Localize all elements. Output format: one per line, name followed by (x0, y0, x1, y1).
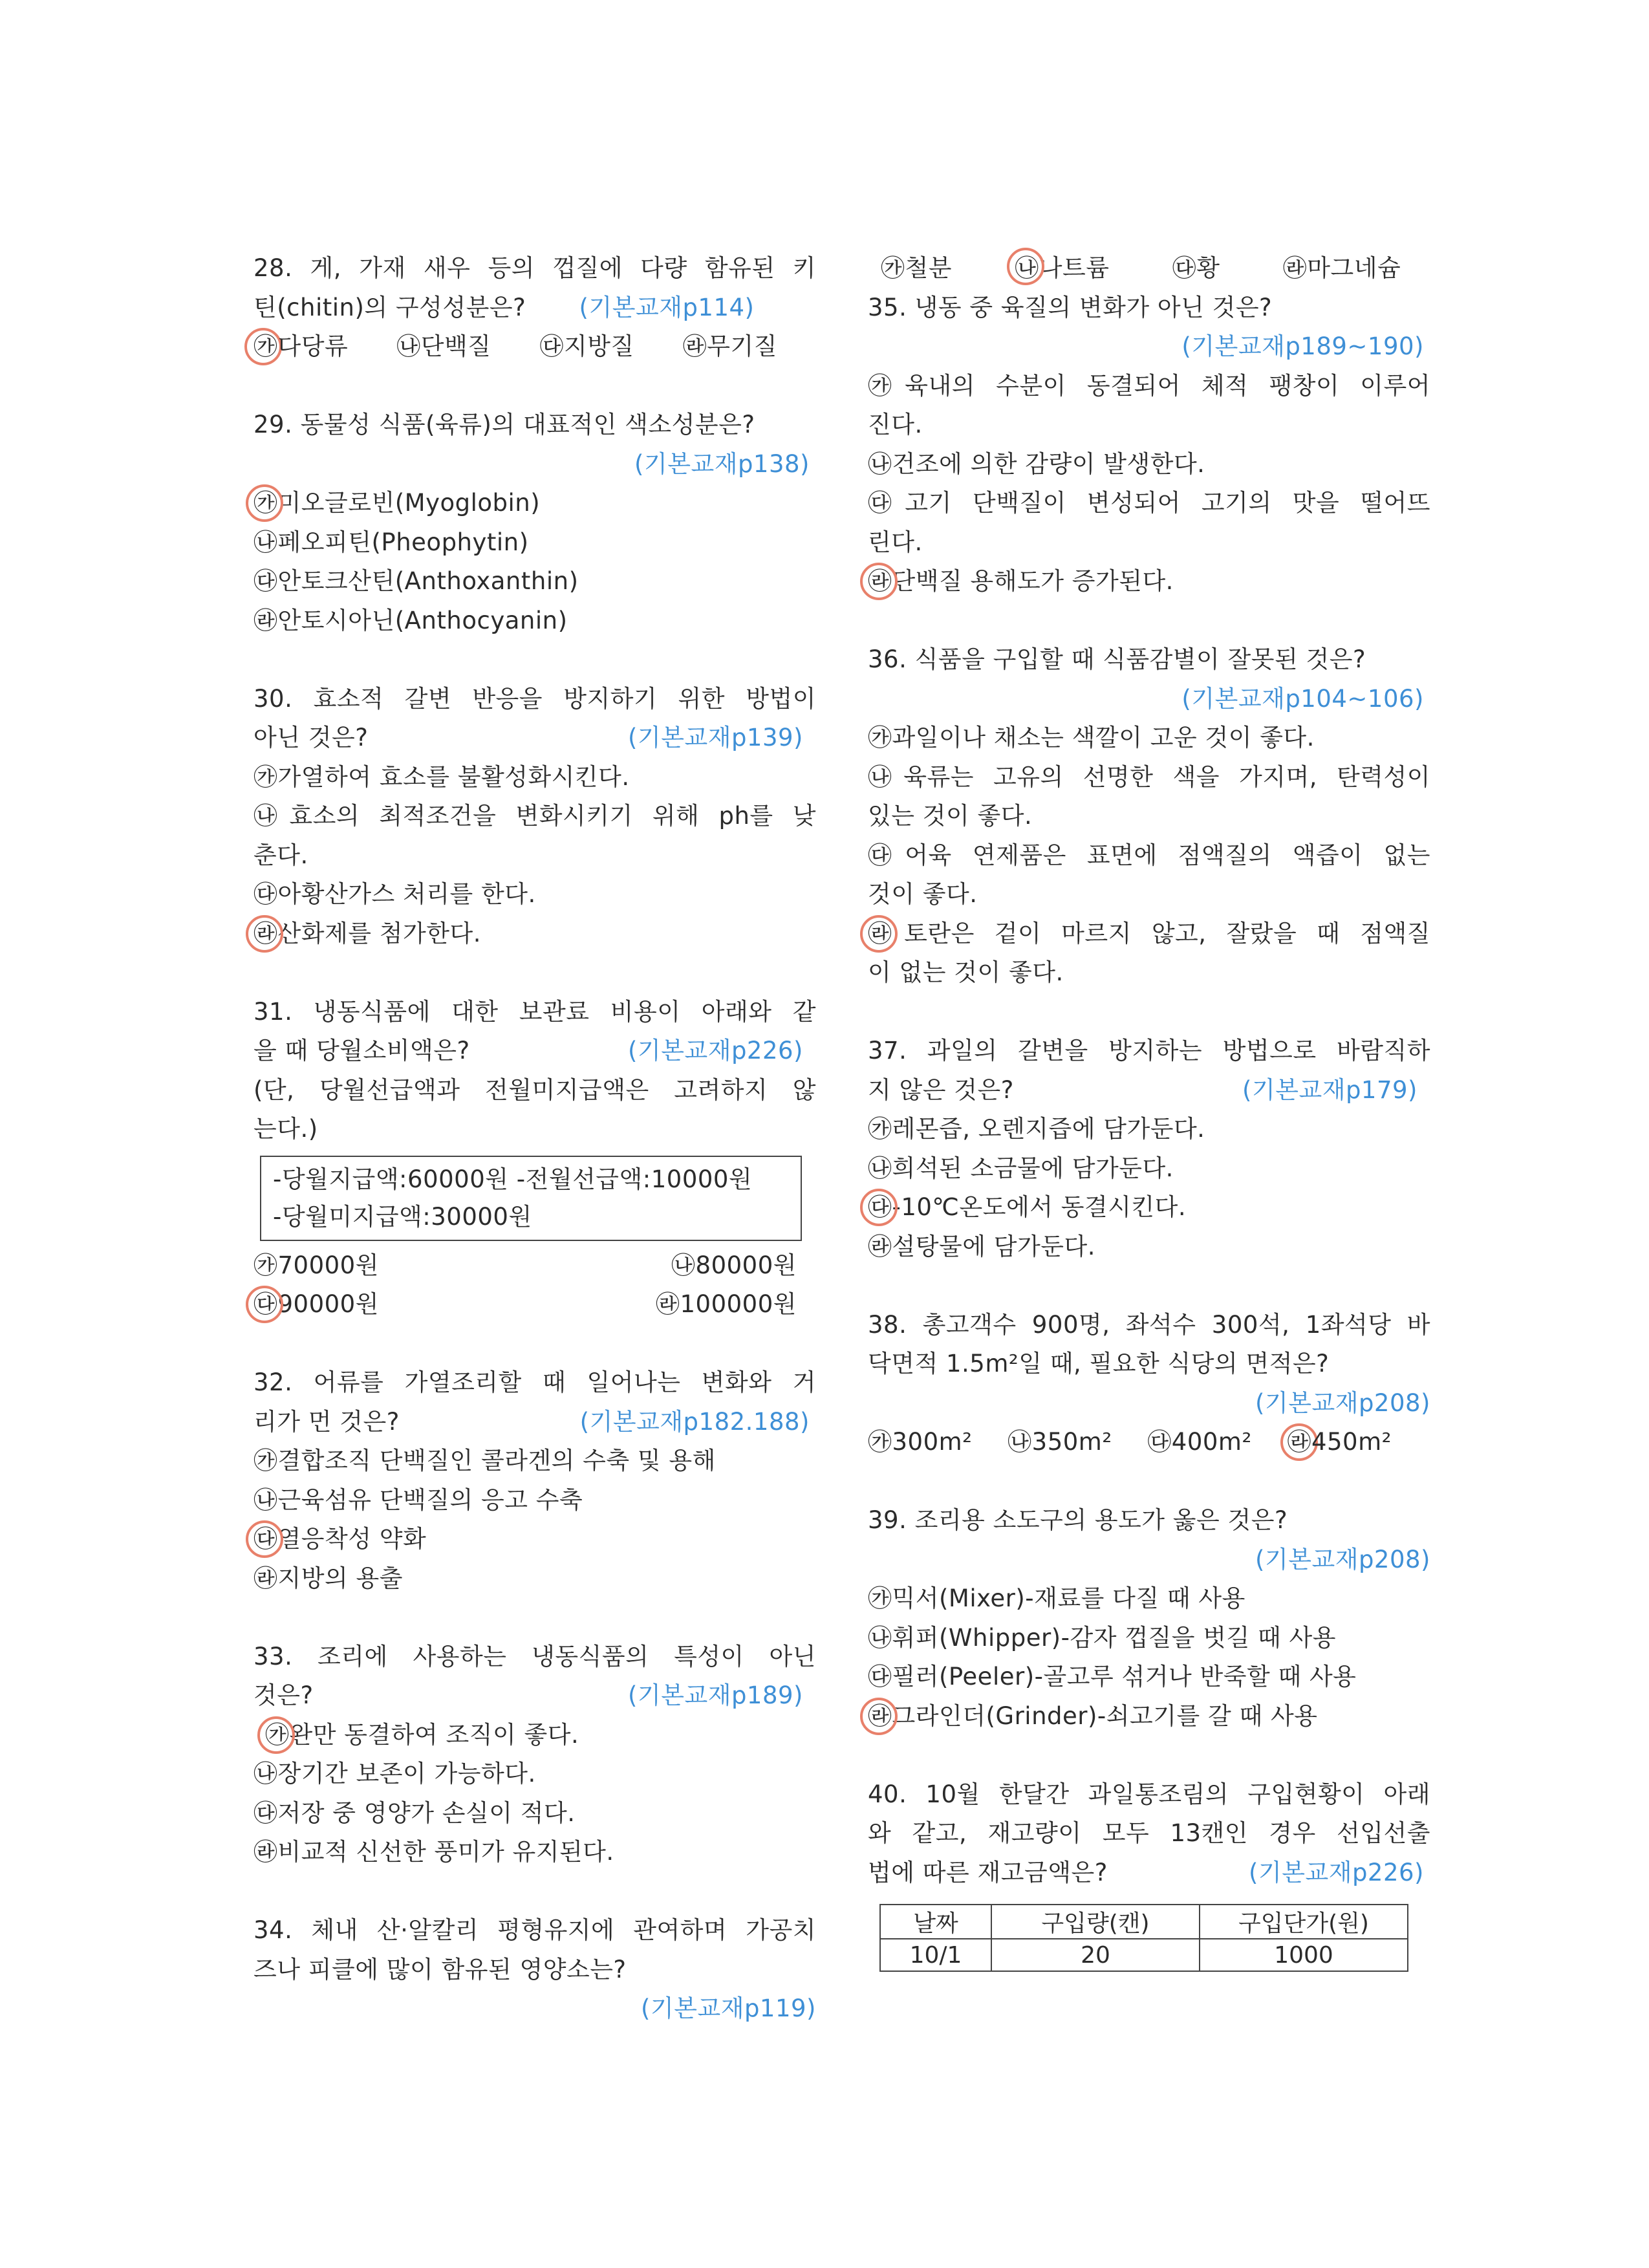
option[interactable]: ㉰안토크산틴(Anthoxanthin) (253, 567, 579, 595)
options-row (253, 1246, 816, 1286)
option[interactable]: ㉮미오글로빈(Myoglobin) (253, 484, 816, 523)
question-text: 법에 따른 재고금액은? (868, 1858, 1108, 1886)
option[interactable]: ㉰90000원 (253, 1285, 379, 1324)
question-text: 틴(chitin)의 구성성분은? (253, 293, 526, 321)
question-text: 37. 과일의 갈변을 방지하는 방법으로 바람직하 (868, 1037, 1430, 1064)
question-37 (868, 1031, 1430, 1266)
answer-circle-mark (246, 915, 283, 953)
option[interactable]: ㉮결합조직 단백질인 콜라겐의 수축 및 용해 (253, 1447, 716, 1474)
options-row (868, 1423, 1430, 1462)
option[interactable]: ㉰400m² (1147, 1428, 1252, 1456)
answer-circle-mark (246, 1286, 283, 1323)
option[interactable]: ㉯350m² (1008, 1428, 1112, 1456)
question-text: 28. 게, 가재 새우 등의 껍질에 다량 함유된 키 (253, 254, 816, 282)
question-39 (868, 1501, 1430, 1736)
table-cell: 10/1 (880, 1939, 991, 1971)
question-34-options (868, 249, 1430, 288)
question-text: 와 같고, 재고량이 모두 13캔인 경우 선입선출 (868, 1819, 1430, 1847)
option[interactable]: ㉯80000원 (671, 1251, 797, 1279)
answer-circle-mark (246, 1520, 283, 1558)
question-35 (868, 288, 1430, 601)
table-header: 날짜 (880, 1905, 991, 1939)
options-row (253, 1285, 816, 1324)
question-text: 32. 어류를 가열조리할 때 일어나는 변화와 거 (253, 1368, 816, 1396)
textbook-reference: (기본교재p189~190) (1181, 332, 1424, 360)
option[interactable]: ㉰저장 중 영양가 손실이 적다. (253, 1798, 576, 1827)
textbook-reference: (기본교재p226) (628, 1037, 803, 1064)
option[interactable]: ㉱100000원 (656, 1290, 797, 1318)
option[interactable]: ㉯희석된 소금물에 담가둔다. (868, 1154, 1174, 1182)
textbook-reference: (기본교재p189) (628, 1681, 803, 1709)
question-text: 즈나 피클에 많이 함유된 영양소는? (253, 1955, 627, 1983)
option-continuation: 린다. (868, 528, 923, 556)
question-note: (단, 당월선급액과 전월미지급액은 고려하지 않 (253, 1075, 816, 1104)
table-header: 구입량(캔) (991, 1905, 1200, 1939)
option[interactable]: ㉮70000원 (253, 1251, 379, 1279)
option[interactable]: ㉰고기 단백질이 변성되어 고기의 맛을 떨어뜨 (868, 489, 1430, 517)
answer-circle-mark (1007, 248, 1044, 285)
question-text: 리가 먼 것은? (253, 1407, 400, 1436)
option[interactable]: ㉱산화제를 첨가한다. (253, 914, 816, 954)
option[interactable]: ㉰-10℃온도에서 동결시킨다. (868, 1188, 1430, 1227)
question-31 (253, 993, 816, 1324)
option-continuation: 있는 것이 좋다. (868, 802, 1033, 830)
textbook-reference: (기본교재p179) (1242, 1075, 1417, 1104)
question-text: 33. 조리에 사용하는 냉동식품의 특성이 아닌 (253, 1642, 816, 1670)
textbook-reference: (기본교재p208) (1255, 1545, 1430, 1573)
option[interactable]: ㉮다당류 (253, 327, 348, 367)
table-header: 구입단가(원) (1200, 1905, 1408, 1939)
info-box (260, 1156, 802, 1241)
option[interactable]: ㉮완만 동결하여 조직이 좋다. (253, 1716, 816, 1755)
question-33 (253, 1637, 816, 1872)
question-text: 30. 효소적 갈변 반응을 방지하기 위한 방법이 (253, 684, 816, 713)
option[interactable]: ㉱설탕물에 담가둔다. (868, 1232, 1095, 1260)
question-34 (253, 1911, 816, 2029)
textbook-reference: (기본교재p226) (1249, 1858, 1424, 1886)
question-text: 29. 동물성 식품(육류)의 대표적인 색소성분은? (253, 411, 755, 438)
left-column (253, 249, 816, 2029)
answer-circle-mark (246, 484, 283, 522)
option[interactable]: ㉯휘퍼(Whipper)-감자 껍질을 벗길 때 사용 (868, 1623, 1336, 1652)
question-text: 35. 냉동 중 육질의 변화가 아닌 것은? (868, 293, 1273, 321)
option[interactable]: ㉱지방의 용출 (253, 1564, 403, 1592)
question-text: 것은? (253, 1681, 314, 1709)
option[interactable]: ㉮과일이나 채소는 색깔이 고운 것이 좋다. (868, 724, 1315, 751)
option[interactable]: ㉱단백질 용해도가 증가된다. (868, 562, 1430, 601)
textbook-reference: (기본교재p182.188) (579, 1407, 810, 1436)
question-text: 지 않은 것은? (868, 1075, 1014, 1104)
answer-circle-mark (860, 563, 898, 600)
table-cell: 1000 (1200, 1939, 1408, 1971)
info-line: -당월미지급액:30000원 (273, 1202, 532, 1231)
option[interactable]: ㉱안토시아닌(Anthocyanin) (253, 606, 568, 634)
question-30 (253, 680, 816, 954)
option[interactable]: ㉯근육섬유 단백질의 응고 수축 (253, 1485, 583, 1514)
option[interactable]: ㉱그라인더(Grinder)-쇠고기를 갈 때 사용 (868, 1697, 1430, 1736)
question-text: 닥면적 1.5m²일 때, 필요한 식당의 면적은? (868, 1350, 1330, 1377)
option[interactable]: ㉮가열하여 효소를 불활성화시킨다. (253, 762, 630, 791)
option[interactable]: ㉯나트륨 (1015, 249, 1109, 288)
question-text: 40. 10월 한달간 과일통조림의 구입현황이 아래 (868, 1780, 1430, 1808)
option[interactable]: ㉯건조에 의한 감량이 발생한다. (868, 449, 1205, 478)
question-32 (253, 1363, 816, 1598)
option[interactable]: ㉰아황산가스 처리를 한다. (253, 880, 536, 908)
info-line: -당월지급액:60000원 -전월선급액:10000원 (273, 1165, 753, 1193)
question-29 (253, 405, 816, 640)
option[interactable]: ㉰필러(Peeler)-골고루 섞거나 반죽할 때 사용 (868, 1663, 1357, 1690)
textbook-reference: (기본교재p104~106) (1181, 684, 1424, 713)
option[interactable]: ㉰어육 연제품은 표면에 점액질의 액즙이 없는 (868, 841, 1430, 869)
table-header-row (880, 1905, 1408, 1939)
options-row (253, 327, 816, 367)
purchase-table (879, 1904, 1408, 1972)
question-40 (868, 1775, 1430, 1972)
option-continuation: 것이 좋다. (868, 880, 978, 908)
right-column (868, 249, 1430, 1972)
option[interactable]: ㉮믹서(Mixer)-재료를 다질 때 사용 (868, 1584, 1245, 1612)
textbook-reference: (기본교재p139) (628, 724, 803, 751)
option[interactable]: ㉮육내의 수분이 동결되어 체적 팽창이 이루어 (868, 371, 1430, 400)
table-cell: 20 (991, 1939, 1200, 1971)
textbook-reference: (기본교재p114) (579, 293, 755, 321)
option[interactable]: ㉮레몬즙, 오렌지즙에 담가둔다. (868, 1115, 1205, 1143)
option[interactable]: ㉯페오피틴(Pheophytin) (253, 528, 529, 556)
option[interactable]: ㉯효소의 최적조건을 변화시키기 위해 ph를 낮 (253, 802, 816, 830)
option[interactable]: ㉯육류는 고유의 선명한 색을 가지며, 탄력성이 (868, 762, 1430, 791)
question-36 (868, 640, 1430, 993)
option[interactable]: ㉱450m² (1287, 1423, 1392, 1462)
option-continuation: 진다. (868, 411, 923, 438)
option[interactable]: ㉮철분 (881, 254, 952, 282)
question-text: 31. 냉동식품에 대한 보관료 비용이 아래와 같 (253, 997, 816, 1026)
answer-circle-mark (860, 915, 898, 953)
question-note: 는다.) (253, 1115, 318, 1143)
option[interactable]: ㉱비교적 신선한 풍미가 유지된다. (253, 1838, 614, 1866)
textbook-reference: (기본교재p138) (634, 449, 810, 478)
question-text: 34. 체내 산·알칼리 평형유지에 관여하며 가공치 (253, 1916, 816, 1944)
textbook-reference: (기본교재p208) (1255, 1388, 1430, 1417)
question-text: 36. 식품을 구입할 때 식품감별이 잘못된 것은? (868, 645, 1366, 673)
option-continuation: 춘다. (253, 841, 308, 869)
option[interactable]: ㉰열응착성 약화 (253, 1520, 816, 1559)
option[interactable]: ㉯단백질 (396, 332, 491, 360)
textbook-reference: (기본교재p119) (641, 1994, 816, 2022)
question-28 (253, 249, 816, 367)
question-38 (868, 1306, 1430, 1462)
question-text: 38. 총고객수 900명, 좌석수 300석, 1좌석당 바 (868, 1310, 1430, 1339)
option[interactable]: ㉰지방질 (539, 332, 634, 360)
answer-circle-mark (257, 1716, 295, 1754)
option[interactable]: ㉯장기간 보존이 가능하다. (253, 1760, 536, 1787)
option[interactable]: ㉮300m² (868, 1428, 973, 1456)
option[interactable]: ㉱무기질 (682, 332, 777, 360)
question-text: 아닌 것은? (253, 724, 369, 751)
option[interactable]: ㉱마그네슘 (1282, 254, 1401, 282)
answer-circle-mark (860, 1189, 898, 1226)
option[interactable]: ㉱토란은 겉이 마르지 않고, 잘랐을 때 점액질 (868, 914, 1430, 954)
table-row (880, 1939, 1408, 1971)
question-text: 39. 조리용 소도구의 용도가 옳은 것은? (868, 1506, 1288, 1534)
answer-circle-mark (860, 1698, 898, 1735)
option-continuation: 이 없는 것이 좋다. (868, 958, 1064, 986)
question-text: 을 때 당월소비액은? (253, 1037, 470, 1064)
option[interactable]: ㉰황 (1172, 254, 1220, 282)
